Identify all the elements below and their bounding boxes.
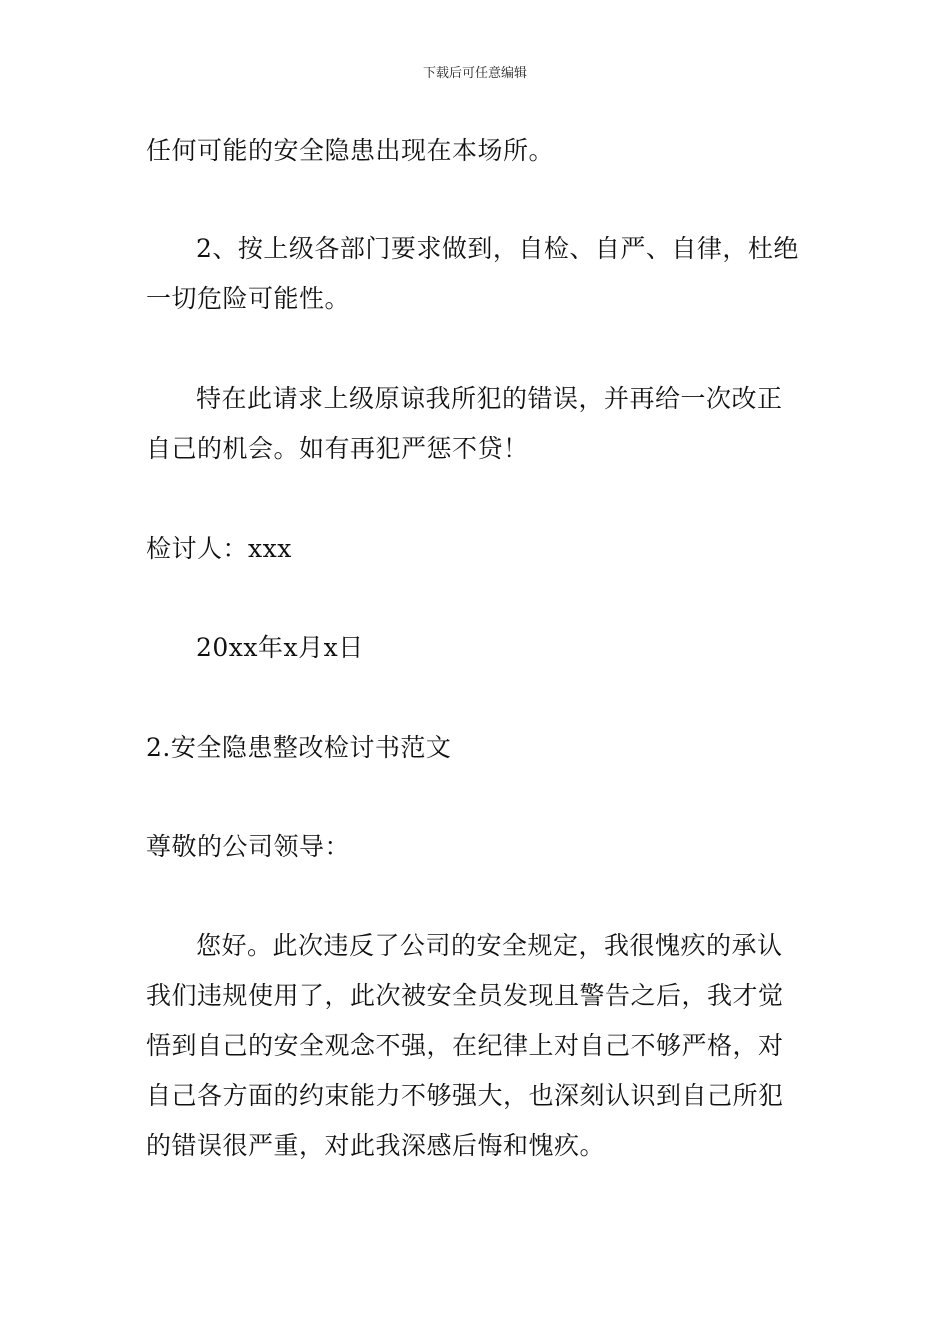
signature-line: 检讨人：xxx bbox=[146, 534, 292, 563]
page-header-note: 下载后可任意编辑 bbox=[422, 66, 527, 81]
paragraph-line: 您好。此次违反了公司的安全规定，我很愧疚的承认 bbox=[196, 931, 783, 960]
paragraph-line: 任何可能的安全隐患出现在本场所。 bbox=[146, 136, 555, 165]
paragraph-line: 悟到自己的安全观念不强，在纪律上对自己不够严格，对 bbox=[146, 1031, 784, 1060]
date-line: 20xx年x月x日 bbox=[196, 633, 364, 662]
paragraph-line: 2、按上级各部门要求做到，自检、自严、自律，杜绝 bbox=[196, 234, 799, 263]
paragraph-line: 自己各方面的约束能力不够强大，也深刻认识到自己所犯 bbox=[146, 1081, 784, 1110]
section-heading: 2.安全隐患整改检讨书范文 bbox=[146, 733, 452, 762]
paragraph-line: 特在此请求上级原谅我所犯的错误，并再给一次改正 bbox=[196, 384, 783, 413]
paragraph-line: 自己的机会。如有再犯严惩不贷！ bbox=[146, 434, 529, 463]
paragraph-line: 一切危险可能性。 bbox=[146, 284, 351, 313]
paragraph-line: 的错误很严重，对此我深感后悔和愧疚。 bbox=[146, 1131, 606, 1160]
salutation: 尊敬的公司领导： bbox=[146, 832, 351, 861]
paragraph-line: 我们违规使用了，此次被安全员发现且警告之后，我才觉 bbox=[146, 981, 784, 1010]
